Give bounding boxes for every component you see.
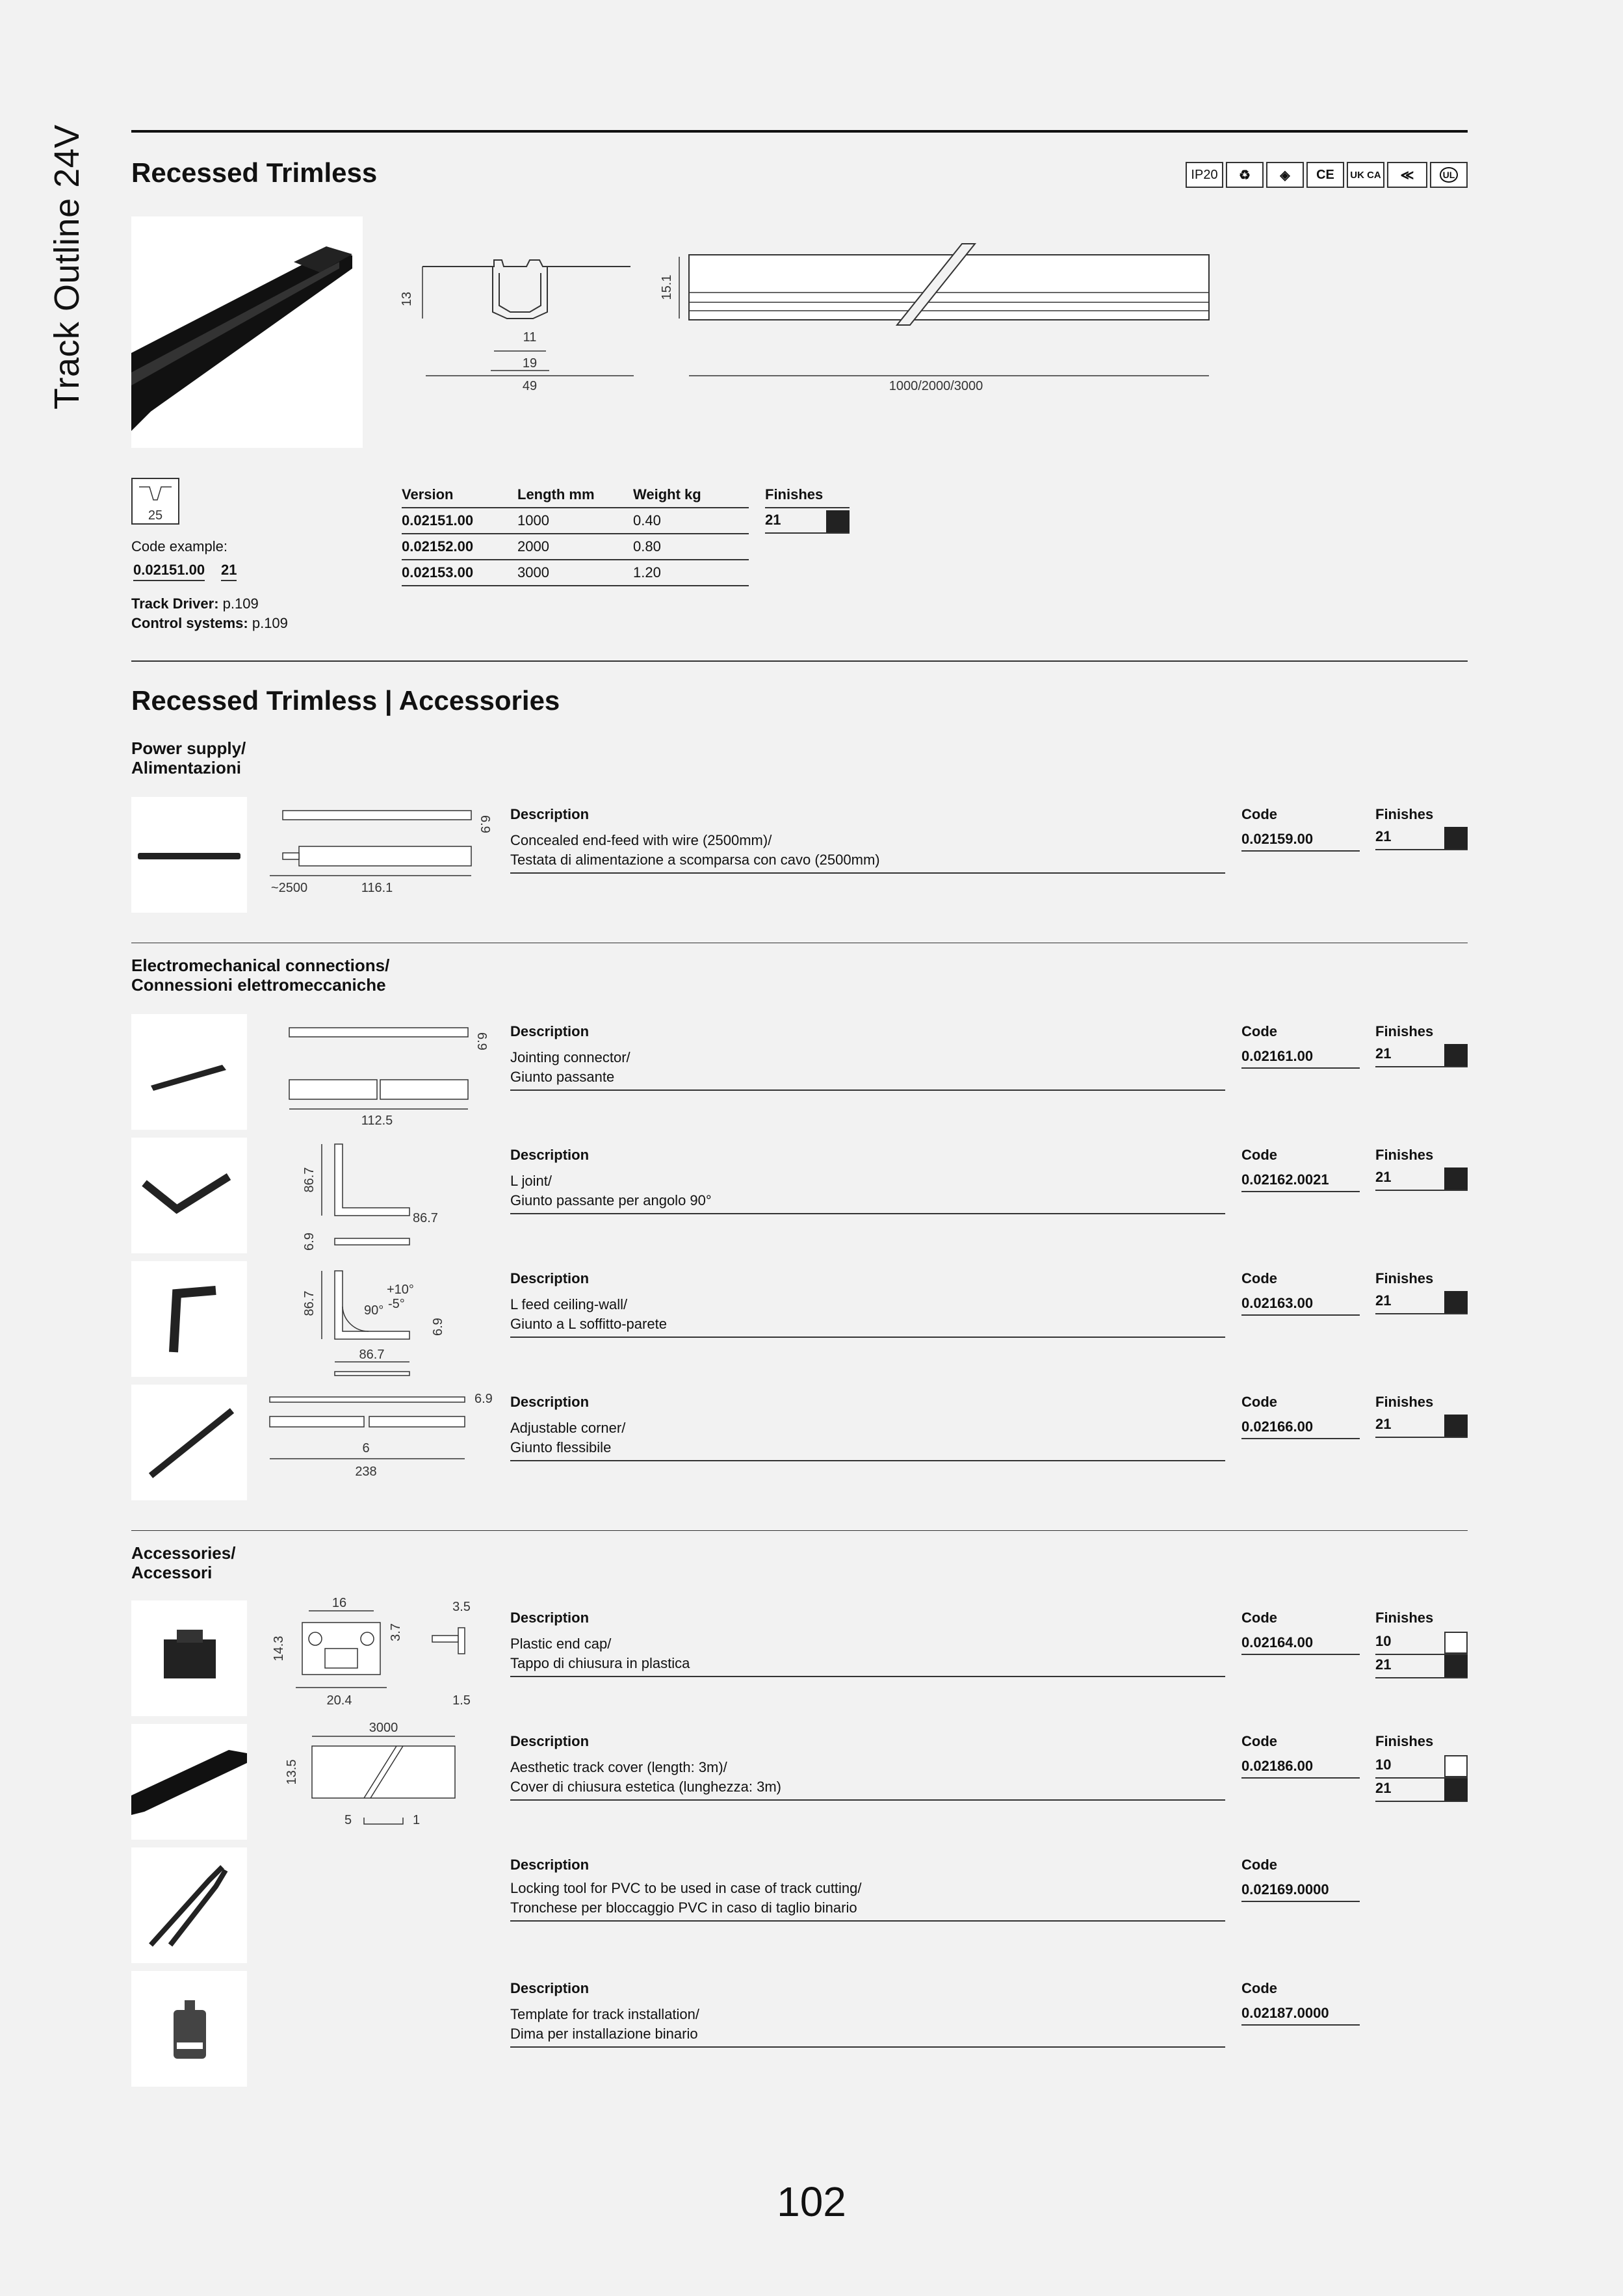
table-row: 0.02153.00 3000 1.20 [402, 560, 749, 586]
main-title: Recessed Trimless [131, 157, 378, 188]
item-description: Template for track installation/ Dima per installazione binario [510, 2005, 1225, 2048]
svg-text:90°: 90° [364, 1303, 384, 1318]
svg-text:6.9: 6.9 [431, 1318, 445, 1336]
svg-text:~2500: ~2500 [270, 881, 308, 895]
section-rule [131, 660, 1468, 662]
l-feed-drawing [299, 1261, 494, 1378]
ukca-icon: UK CA [1347, 162, 1384, 188]
l-joint-drawing [299, 1138, 494, 1255]
thumb-track-cover [131, 1724, 247, 1840]
item-description: Adjustable corner/ Giunto flessibile [510, 1418, 1225, 1461]
svg-text:86.7: 86.7 [302, 1167, 317, 1193]
item-code: 0.02187.0000 [1241, 2005, 1360, 2026]
finish-row: 10 [1375, 1755, 1468, 1779]
finish-swatch-white [1444, 1755, 1468, 1777]
svg-text:3.7: 3.7 [389, 1623, 403, 1641]
finish-swatch-black [1444, 1655, 1468, 1677]
item-code: 0.02169.0000 [1241, 1881, 1360, 1902]
svg-text:6.9: 6.9 [478, 815, 492, 833]
item-description: Plastic end cap/ Tappo di chiusura in plastica [510, 1634, 1225, 1677]
svg-text:1: 1 [413, 1813, 421, 1827]
group-accessories: Accessories/ Accessori [131, 1543, 236, 1582]
item-code: 0.02164.00 [1241, 1634, 1360, 1655]
end-cap-drawing [266, 1597, 494, 1714]
finish-swatch-black [1444, 1779, 1468, 1801]
thumb-jointing-connector [131, 1014, 247, 1130]
svg-text:13.5: 13.5 [285, 1759, 299, 1785]
item-description: Concealed end-feed with wire (2500mm)/ Testata di alimentazione a scomparsa con cavo (2500mm) [510, 831, 1225, 874]
svg-text:16: 16 [331, 1597, 347, 1610]
item-description: Locking tool for PVC to be used in case of track cutting/ Tronchese per bloccaggio PVC in caso di taglio binario [510, 1879, 1225, 1922]
svg-text:86.7: 86.7 [302, 1290, 317, 1316]
svg-text:6.9: 6.9 [474, 1392, 493, 1406]
item-code: 0.02186.00 [1241, 1758, 1360, 1779]
svg-text:3.5: 3.5 [452, 1600, 471, 1614]
ul-icon: UL [1430, 162, 1468, 188]
finish-row: 21 [1375, 827, 1468, 850]
track-side-drawing [656, 234, 1228, 397]
svg-text:116.1: 116.1 [361, 881, 393, 895]
thumb-template [131, 1971, 247, 2087]
svg-text:6.9: 6.9 [474, 1032, 489, 1050]
finishes-header: Finishes [765, 486, 850, 508]
svg-text:6: 6 [362, 1441, 370, 1455]
finish-swatch-black [1444, 1168, 1468, 1190]
finish-row: 10 [1375, 1632, 1468, 1655]
item-description: L feed ceiling-wall/ Giunto a L soffitto-parete [510, 1295, 1225, 1338]
class-iii-icon: ◈ [1266, 162, 1304, 188]
svg-text:86.7: 86.7 [359, 1348, 385, 1362]
thumb-end-cap [131, 1600, 247, 1716]
thumb-adjustable-corner [131, 1385, 247, 1500]
finish-row: 21 [1375, 1415, 1468, 1438]
jointing-connector-drawing [266, 1018, 494, 1128]
thumb-end-feed [131, 797, 247, 913]
version-table: Version Length mm Weight kg 0.02151.00 1000 0.40 0.02152.00 2000 0.80 0.02153.00 3000 1.20 [402, 486, 749, 586]
page-number: 102 [777, 2178, 846, 2225]
svg-text:19: 19 [522, 356, 538, 371]
finish-swatch-white [1444, 1632, 1468, 1654]
svg-text:14.3: 14.3 [272, 1636, 286, 1662]
svg-text:1000/2000/3000: 1000/2000/3000 [889, 379, 983, 393]
svg-text:112.5: 112.5 [361, 1114, 393, 1128]
svg-text:1.5: 1.5 [452, 1693, 471, 1708]
svg-text:3000: 3000 [369, 1721, 398, 1735]
finish-swatch-black [1444, 827, 1468, 849]
ip20-icon: IP20 [1186, 162, 1223, 188]
finish-row: 21 [1375, 1779, 1468, 1802]
svg-text:20.4: 20.4 [326, 1693, 352, 1708]
code-example-code: 0.02151.00 [133, 562, 205, 581]
finish-swatch-black [826, 510, 850, 532]
svg-text:+10°: +10° [387, 1283, 414, 1297]
table-row: 0.02151.00 1000 0.40 [402, 508, 749, 534]
finish-row: 21 [1375, 1044, 1468, 1067]
finish-row: 21 [1375, 1291, 1468, 1314]
group-electromechanical: Electromechanical connections/ Connessioni elettromeccaniche [131, 956, 390, 995]
code-example-finish: 21 [221, 562, 237, 581]
group-power-supply: Power supply/ Alimentazioni [131, 738, 246, 777]
enec-icon: ≪ [1387, 162, 1427, 188]
svg-text:15.1: 15.1 [660, 274, 674, 300]
accessories-title: Recessed Trimless | Accessories [131, 685, 560, 716]
item-code: 0.02166.00 [1241, 1418, 1360, 1439]
code-example-label: Code example: [131, 538, 227, 554]
svg-text:6.9: 6.9 [302, 1233, 317, 1251]
item-code: 0.02162.0021 [1241, 1171, 1360, 1192]
thumb-locking-tool [131, 1847, 247, 1963]
cutout-icon [131, 478, 179, 525]
top-rule [131, 130, 1468, 133]
adjustable-corner-drawing [260, 1387, 507, 1485]
item-description: Jointing connector/ Giunto passante [510, 1048, 1225, 1091]
item-description: Aesthetic track cover (length: 3m)/ Cover di chiusura estetica (lunghezza: 3m) [510, 1758, 1225, 1801]
svg-text:11: 11 [523, 330, 537, 345]
table-row: 0.02152.00 2000 0.80 [402, 534, 749, 560]
svg-text:5: 5 [344, 1813, 352, 1827]
finish-swatch-black [1444, 1044, 1468, 1066]
svg-text:49: 49 [522, 379, 538, 393]
svg-text:25: 25 [148, 508, 163, 523]
ce-icon: CE [1306, 162, 1344, 188]
svg-text:86.7: 86.7 [413, 1211, 438, 1225]
thumb-l-joint [131, 1138, 247, 1253]
track-photo [131, 216, 363, 448]
item-code: 0.02163.00 [1241, 1295, 1360, 1316]
item-description: L joint/ Giunto passante per angolo 90° [510, 1171, 1225, 1214]
svg-text:13: 13 [400, 291, 414, 307]
svg-text:238: 238 [355, 1465, 377, 1479]
svg-text:-5°: -5° [388, 1297, 405, 1311]
track-cover-drawing [273, 1720, 494, 1837]
end-feed-drawing [266, 801, 494, 905]
track-driver-ref: Track Driver: p.109 [131, 595, 259, 612]
side-title: Track Outline 24V [47, 124, 86, 410]
thumb-l-feed [131, 1261, 247, 1377]
control-systems-ref: Control systems: p.109 [131, 615, 288, 631]
profile-drawing [396, 234, 656, 397]
recycle-icon: ♻ [1226, 162, 1264, 188]
finish-row: 21 [1375, 1655, 1468, 1678]
item-code: 0.02161.00 [1241, 1048, 1360, 1069]
group-rule [131, 1530, 1468, 1531]
finish-swatch-black [1444, 1415, 1468, 1437]
finish-row: 21 [1375, 1168, 1468, 1191]
item-code: 0.02159.00 [1241, 831, 1360, 852]
finish-swatch-black [1444, 1291, 1468, 1313]
main-finish-row: 21 [765, 510, 850, 534]
